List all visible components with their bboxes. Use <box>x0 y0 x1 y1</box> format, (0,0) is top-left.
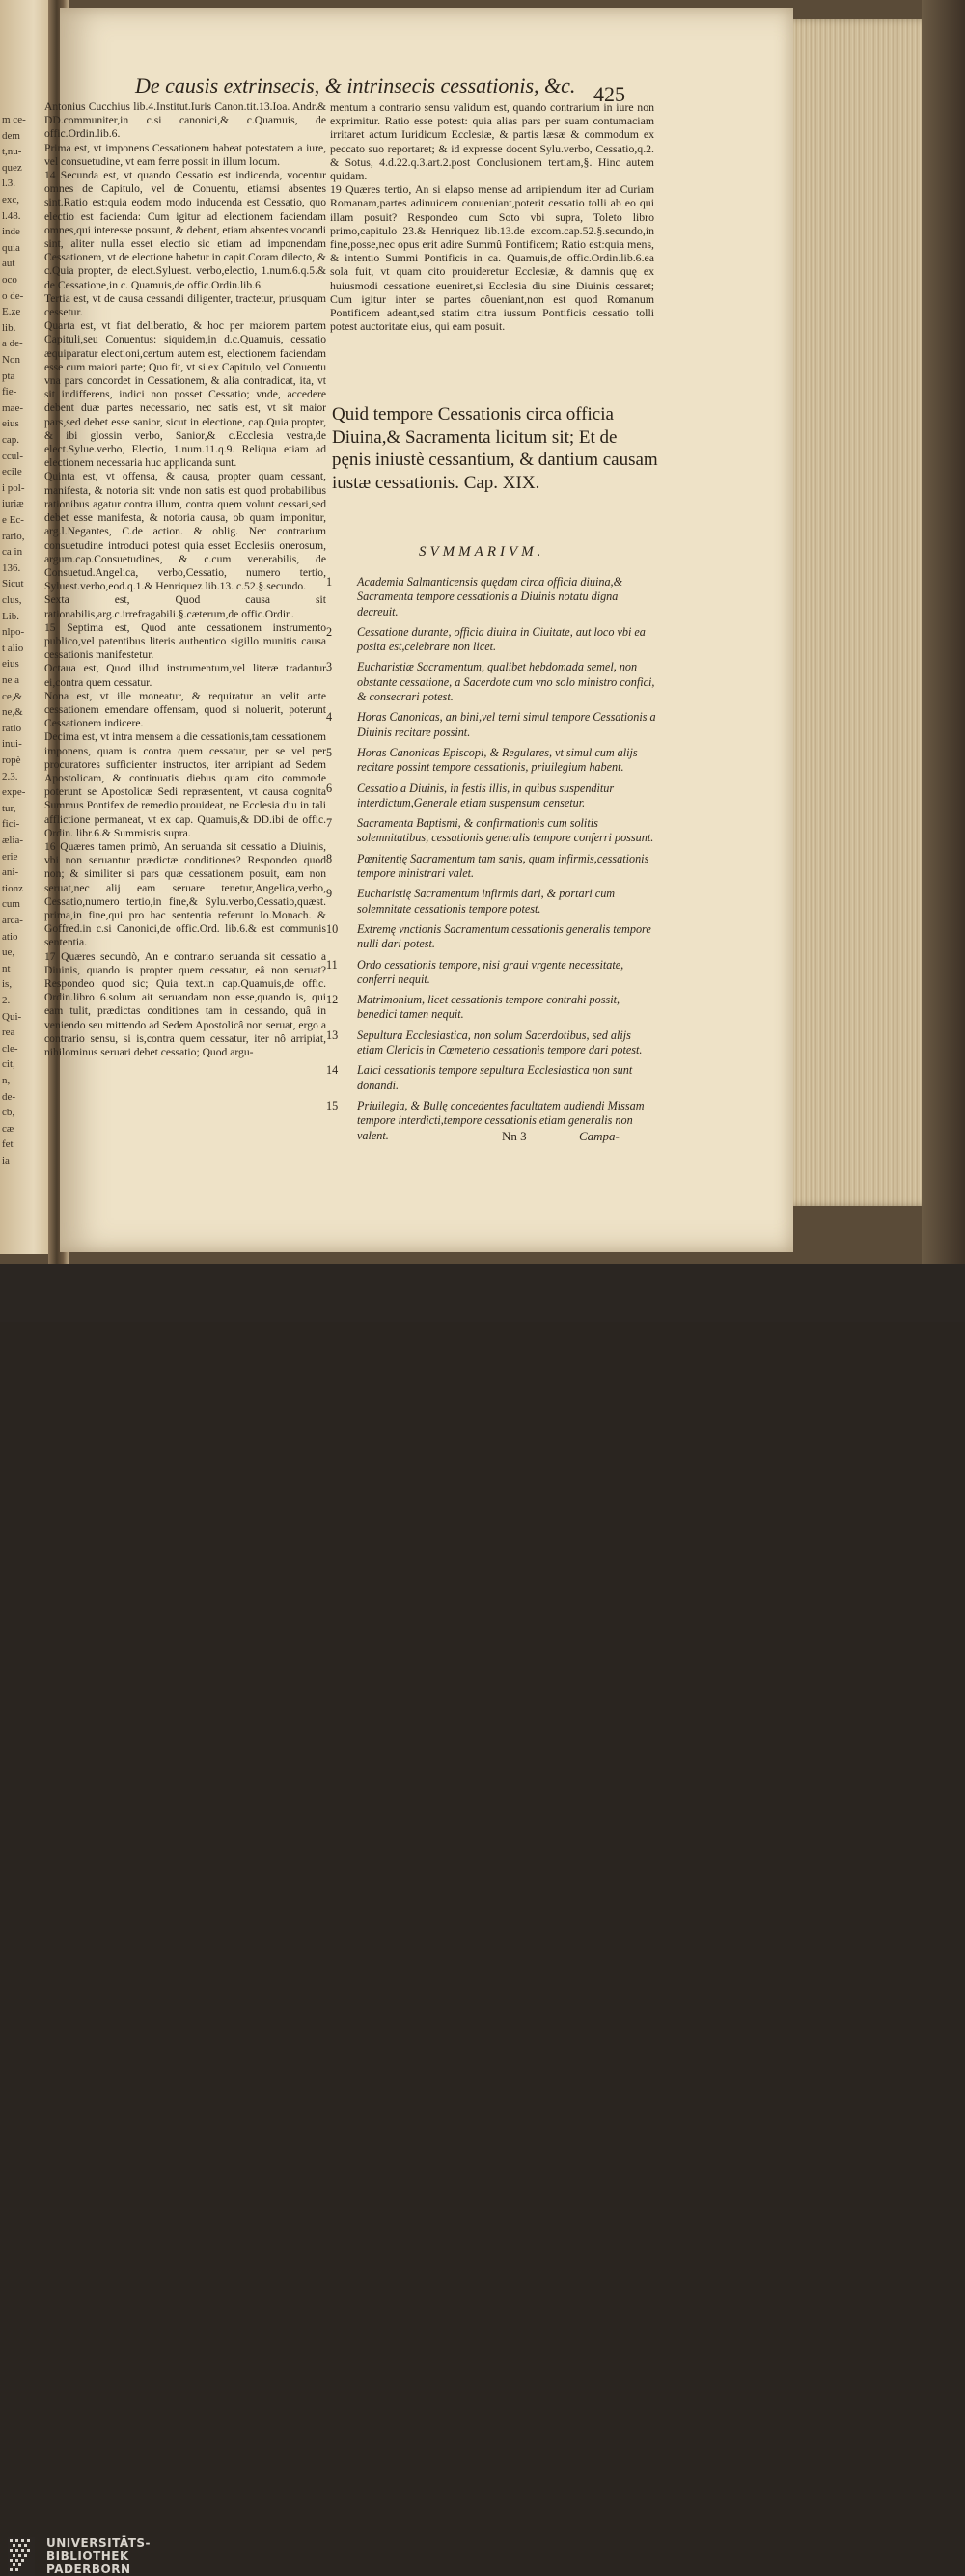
summarium-text: Horas Canonicas Episcopi, & Regulares, vt simul cum alijs recitare possint tempore cessationis, priuilegium habent. <box>357 745 638 775</box>
paragraph <box>44 292 326 319</box>
paragraph-text: Quarta est, vt fiat deliberatio, & hoc per maiorem partem Capituli,seu Conuentus: siquidem,in d.c.Quamuis, cessatio æquiparatur electioni,certum autem est, electionem faciendam esse cum maiori parte; Quo fit, vt si ex Capitulo, vel Conuentu vna pars concordet in Cessationem, & alia contradicat, ita, vt sit indifferens, indici non posset Cessatio; vnde, accedere debent duæ partes necessario, nec satis est, vt sit maior pars,sed debet esse sanior, sicut in electione, cap.Quia propter, & ibi glossin verbo, Sanior,& c.Ecclesia vestra,de elect.Sylue.verbo, Electio, 1.num.11.q.9. Reliqua etiam ad electionem necessaria huc applicanda sunt. <box>44 319 326 470</box>
left-page-fragment: l.3. <box>2 178 16 190</box>
paragraph-text: Quæres tertio, An si elapso mense ad arripiendum iter ad Curiam Romanam,partes adinuicem conueniant,poterit cessatio tolli ab eo qui illam posuit? Respondeo cum Soto vbi supra, Toleto libro primo,capitulo 23.& Henriquez lib.13.de excom.cap.52.§.secundo,in fine,posse,nec opus erit adire Summû Pontificem; Ratio est:quia mens, & intentio Summi Pontificis in ca. Quamuis,de offic.Ordin.lib.6.ea sola fuit, vt quam cito prouideretur Ecclesiæ, & damnis quę ex huiusmodi cessatione eueniret,si Ecclesia diu sine Diuinis cessaret; Cum igitur inter se partes côueniant,non est quod Romanum Pontificem adeant,sed statim citra iussum Pontificis cessatio tolli potest auctoritate eius, qui eam posuit. <box>330 182 654 334</box>
library-logo-icon <box>8 2537 35 2576</box>
summarium-number: 9 <box>326 887 333 901</box>
summarium-text: Eucharistię Sacramentum infirmis dari, & portari cum solemnitate cessationis tempore potest. <box>357 887 616 916</box>
left-page-fragment: tur, <box>2 802 16 814</box>
left-page-fragment: arca- <box>2 915 23 926</box>
summarium-text: Sacramenta Baptismi, & confirmationis cum solitis solemnitatibus, cessationis generalis tempore conferri possunt. <box>357 816 654 845</box>
left-page-fragment: l.48. <box>2 209 21 222</box>
summarium-item <box>326 958 659 988</box>
summarium-number: 4 <box>326 710 333 725</box>
summarium-text: Laici cessationis tempore sepultura Ecclesiastica non sunt donandi. <box>357 1063 633 1092</box>
summarium-text: Priuilegia, & Bullę concedentes facultatem audiendi Missam tempore interdicti,tempore cessationis etiam generalis non valent. <box>357 1098 645 1142</box>
summarium-text: Academia Salmanticensis quędam circa officia diuina,& Sacramenta tempore cessationis a Diuinis notatu digna decreuit. <box>357 575 623 618</box>
library-footer-bar <box>0 1264 965 2576</box>
summarium-item <box>326 1063 659 1093</box>
left-page-fragment: ue, <box>2 946 15 959</box>
left-page-fragment: E.ze <box>2 306 21 318</box>
summarium-number: 7 <box>326 816 333 831</box>
paragraph-text: Secunda est, vt quando Cessatio est indicenda, vocentur omnes de Capitulo, vel de Conuentu, etiamsi absentes sint.Ratio est:quia eodem modo inducenda est Cessatio, quo electio est facienda: Cum igitur ad electionem faciendam omnes,qui interesse possunt, & debent, etiam absentes vocandi sint, aliter nulla esset electio sic etiam ad imponendam Cessationem, vt de electione habetur in capit.Coram dilecto, & c.Quia propter, de elect.Syluest. verbo,electio, 1.num.6.q.5.& de Cessatione,in c. Quamuis,de offic.Ordin.lib.6. <box>44 169 326 291</box>
left-page-fragment: 136. <box>2 562 21 574</box>
left-page-fragment: rario, <box>2 530 25 542</box>
summarium-item <box>326 575 659 619</box>
left-page-fragment: ælia- <box>2 835 23 846</box>
left-page-fragment: ccul- <box>2 450 23 462</box>
paragraph <box>44 730 326 840</box>
left-page-fragment: eius <box>2 658 19 671</box>
left-page-fragment: cb, <box>2 1107 15 1119</box>
left-page-fragment: eius <box>2 418 19 430</box>
left-page-fragment: quez <box>2 161 22 174</box>
left-page-fragment: erie <box>2 850 18 863</box>
book-scan <box>0 0 965 1264</box>
summarium-text: Pœnitentię Sacramentum tam sanis, quam infirmis,cessationis tempore ministrari valet. <box>357 851 649 881</box>
left-page-fragment: exc, <box>2 194 20 206</box>
left-page-fragment: lib. <box>2 321 16 334</box>
paragraph <box>44 593 326 620</box>
chapter-title: Quid tempore Cessationis circa officia Diuina,& Sacramenta licitum sit; Et de pęnis iniustè cessantium, & dantium causam iustæ cessationis. Cap. XIX. <box>332 404 658 493</box>
left-page-fragment: ecile <box>2 466 22 479</box>
marginal-number: 19 <box>330 182 346 197</box>
marginal-number: 14 <box>44 169 61 182</box>
summarium-item <box>326 1028 659 1058</box>
marginal-number: 15 <box>44 620 68 634</box>
left-page-fragment: aut <box>2 258 15 270</box>
summarium-item <box>326 746 659 776</box>
paragraph-text: Prima est, vt imponens Cessationem habeat potestatem a iure, vel consuetudine, vt eam ferre possit in illum locum. <box>44 141 326 168</box>
left-page-fragment: 2.3. <box>2 770 18 782</box>
left-page-fragment: mae- <box>2 401 23 414</box>
right-column <box>330 100 654 333</box>
left-page-fragment: cum <box>2 898 20 911</box>
page-edges <box>784 19 926 1206</box>
summarium-text: Horas Canonicas, an bini,vel terni simul tempore Cessationis a Diuinis recitare possint. <box>357 710 656 739</box>
left-page-fragment: m ce- <box>2 114 26 125</box>
marginal-number: 16 <box>44 839 61 853</box>
book-cover <box>922 0 965 1264</box>
summarium-number: 12 <box>326 993 339 1007</box>
left-page-fragment: de- <box>2 1090 16 1103</box>
paragraph <box>44 950 326 1060</box>
left-page-fragment: ne,& <box>2 706 23 719</box>
summarium-text: Matrimonium, licet cessationis tempore contrahi possit, benedici tamen nequit. <box>357 993 620 1022</box>
summarium-number: 6 <box>326 781 333 795</box>
paragraph <box>44 621 326 663</box>
left-page-fragment: pta <box>2 370 15 382</box>
left-page-fragment: fie- <box>2 386 17 398</box>
library-logo-text <box>46 2537 151 2576</box>
left-page-fragment: cle- <box>2 1042 18 1055</box>
left-page-fragment: clus, <box>2 594 22 606</box>
left-page-fragment: dem <box>2 129 20 142</box>
left-page-fragment: t alio <box>2 642 24 654</box>
left-page-fragment: Non <box>2 354 20 366</box>
left-page-fragment: a de- <box>2 338 23 350</box>
summarium-number: 15 <box>326 1098 339 1112</box>
summarium-number: 3 <box>326 660 333 674</box>
logo-line: BIBLIOTHEK <box>46 2549 129 2563</box>
summarium-text: Eucharistiæ Sacramentum, qualibet hebdomada semel, non obstante cessatione, a Sacerdote cum vno solo ministro confici, & consecrari potest. <box>357 660 655 704</box>
catchword: Campa- <box>579 1129 620 1143</box>
paragraph-text: Nona est, vt ille moneatur, & requiratur an velit ante cessationem emendare offensam, quod si noluerit, poterunt Cessationem indicere. <box>44 689 326 730</box>
summarium-text: Cessatio a Diuinis, in festis illis, in quibus suspenditur interdictum,Generale etiam suspensum censetur. <box>357 781 615 809</box>
left-page-fragment: e Ec- <box>2 514 24 526</box>
left-page-fragment: fet <box>2 1138 14 1151</box>
paragraph <box>44 142 326 169</box>
left-page-fragment: nlpo- <box>2 626 25 639</box>
left-page-fragment: Qui- <box>2 1010 22 1023</box>
paragraph <box>330 182 654 333</box>
running-title: De causis extrinsecis, & intrinsecis cessationis, &c. <box>135 73 576 97</box>
paragraph <box>44 690 326 731</box>
left-page-fragment: Lib. <box>2 610 20 622</box>
summarium-number: 10 <box>326 921 339 936</box>
left-page-fragment: ropè <box>2 754 21 766</box>
paragraph-text: Quinta est, vt offensa, & causa, propter quam cessant, manifesta, & notoria sit: vnde non satis est quod probabilibus rationibus agatur contra illum, contra quem volunt cessari,sed debet esse manifesta, & notoria causa, ob quam imponitur, arg.l.Negantes, C.de action. & oblig. Nec contrarium consuetudine introduci potest quia esset Ecclesiis onerosum, argum.cap.Consuetudines, & c.cum venerabilis, de Consuetud.Angelica, verbo,Cessatio, numero tertio, Syluest.verbo,eod.q.1.& Henriquez lib.13. c.52.§.secundo. <box>44 470 326 593</box>
logo-line: UNIVERSITÄTS- <box>46 2536 152 2550</box>
summarium-number: 8 <box>326 851 333 865</box>
left-page-fragment: expe- <box>2 786 26 799</box>
left-page-fragment: ia <box>2 1155 10 1166</box>
paragraph-text: Septima est, Quod ante cessationem instrumento publico,vel patentibus literis authentico sigillo munitis causa cessationis manifestetur. <box>44 620 326 662</box>
left-page-fragment: ne a <box>2 674 20 686</box>
summarium-item <box>326 852 659 882</box>
paragraph-text: Antonius Cucchius lib.4.Institut.Iuris Canon.tit.13.Ioa. Andr.& DD.communiter,in c.si canonici,& c.Quamuis, de offic.Ordin.lib.6. <box>44 100 326 141</box>
paragraph <box>44 169 326 292</box>
left-page-fragment: t,nu- <box>2 146 22 158</box>
left-page-fragment: inde <box>2 226 20 238</box>
summarium-item <box>326 625 659 655</box>
summarium-item <box>326 660 659 704</box>
summarium-text: Cessatione durante, officia diuina in Ciuitate, aut loco vbi ea posita est,celebrare non licet. <box>357 624 646 654</box>
paragraph <box>44 662 326 689</box>
left-page-fragment: Sicut <box>2 578 24 590</box>
paragraph <box>44 319 326 470</box>
left-page-fragment: ani- <box>2 866 19 879</box>
paragraph-text: Decima est, vt intra mensem a die cessationis,tam cessationem imponens, quam is contra quem cessatur, per se vel per procuratores sufficienter instructos, iter arripiant ad Sedem Apostolicam, & continuatis diebus quam cito commode poterunt se Apostolicæ Sedi repræsentent, vt causa cognita Summus Pontifex de remedio prouideat, ne Ecclesia diu in tali afflictione permaneat, vt ex cap. Quamuis,& DD.ibi de offic. Ordin. libr.6.& Summistis supra. <box>44 730 326 839</box>
paragraph <box>44 470 326 593</box>
marginal-number: 17 <box>44 949 62 963</box>
summarium-number: 11 <box>326 957 338 972</box>
summarium-number: 13 <box>326 1028 339 1042</box>
summarium-number: 2 <box>326 624 333 639</box>
paragraph-text: Tertia est, vt de causa cessandi diligenter, tractetur, priusquam cessetur. <box>44 291 326 319</box>
left-page-fragment: inui- <box>2 738 22 751</box>
left-page-fragment: n, <box>2 1075 11 1086</box>
summarium-item <box>326 887 659 917</box>
summarium-item <box>326 993 659 1023</box>
left-page-fragment: fici- <box>2 818 20 831</box>
summarium-item <box>326 816 659 846</box>
paragraph-text: Octaua est, Quod illud instrumentum,vel literæ tradantur ei,contra quem cessatur. <box>44 662 326 689</box>
paragraph-text: Quæres secundò, An e contrario seruanda sit cessatio a Diuinis, quando is propter quem cessatur, eâ non seruat? Respondeo quod sic; Quia text.in cap.Quamuis,de offic. Ordin.libro 6.solum ait seruandam non esse,quando is, qui eam tulit, prædictas conditiones tam in cessando, quâ in veniendo seu mittendo ad Sedem Apostolicâ non seruat, ergo a contrario sensu, si is,contra quem cessatur, iter nô arripiat, nihilominus seruari debet cessatio; Quod argu- <box>44 949 326 1059</box>
summarium-text: Ordo cessationis tempore, nisi graui vrgente necessitate, conferri nequit. <box>357 957 624 986</box>
summarium-number: 1 <box>326 575 333 589</box>
summarium-item <box>326 922 659 952</box>
logo-line: PADERBORN <box>46 2562 131 2576</box>
left-page-fragment: atio <box>2 930 18 943</box>
left-page-fragment: 2. <box>2 995 11 1006</box>
left-page-fragment: quia <box>2 241 20 254</box>
summarium-text: Extremę vnctionis Sacramentum cessationis generalis tempore nulli dari potest. <box>357 921 651 951</box>
left-page-fragment: ca in <box>2 546 23 559</box>
left-page-fragment: cit, <box>2 1058 15 1071</box>
left-page-fragment: ratio <box>2 722 22 734</box>
left-page-fragment: o de- <box>2 289 24 302</box>
left-page-fragment: nt <box>2 962 11 974</box>
left-page-fragment: ce,& <box>2 690 23 702</box>
page-number: 425 <box>593 82 625 106</box>
paragraph <box>330 100 654 182</box>
paragraph-text: Quæres tamen primò, An seruanda sit cessatio a Diuinis, vbi non seruantur prædictæ conditiones? Respondeo quod non; & similiter si pars quæ cessationem posuit, eam non seruat,nec alij eam seruare tenetur,Angelica,verbo, Cessatio,numero tertio,in fine,& Sylu.verbo,Cessatio,quæst. prima,in fine,qui pro hac sententia referunt Io.Monach. & Goffred.in c.si Canonici,de offic.Ord. lib.6.& est communis sententia. <box>44 839 326 949</box>
paragraph <box>44 840 326 950</box>
left-page-fragment: oco <box>2 274 17 286</box>
left-page-fragment: iuriæ <box>2 498 24 510</box>
summarium-number: 14 <box>326 1063 339 1078</box>
summarium-heading: SVMMARIVM. <box>419 544 545 560</box>
left-page-fragment: i pol- <box>2 481 25 494</box>
paragraph-text: mentum a contrario sensu validum est, quando contrarium in iure non exprimitur. Ratio esse potest: quia alias pars per suam contumaciam irritaret actum Iuridicum Ecclesiæ, & partis læsæ & commodum ex peccato suo reportaret; & id expresse docent Sylu.verbo, Cessatio,q.2. & Sotus, 4.d.22.q.3.art.2.post Conclusionem tertiam,§. Hinc autem quidam. <box>330 100 654 183</box>
paragraph <box>44 100 326 142</box>
summarium-item <box>326 781 659 811</box>
left-page-fragment: rea <box>2 1027 15 1039</box>
summarium-list <box>326 575 659 1149</box>
summarium-number: 5 <box>326 745 333 759</box>
summarium-item <box>326 710 659 740</box>
left-page-fragment: tionz <box>2 882 23 894</box>
left-page-fragment: is, <box>2 978 13 991</box>
summarium-text: Sepultura Ecclesiastica, non solum Sacerdotibus, sed alijs etiam Clericis in Cœmeterio cessationis tempore dari potest. <box>357 1028 643 1057</box>
left-column <box>44 100 326 1059</box>
left-page-fragment: cap. <box>2 434 20 446</box>
left-page-fragment: cæ <box>2 1122 14 1135</box>
signature-mark: Nn 3 <box>502 1129 527 1143</box>
paragraph-text: Sexta est, Quod causa sit rationabilis,arg.c.irrefragabili.§.cæterum,de offic.Ordin. <box>44 593 326 620</box>
